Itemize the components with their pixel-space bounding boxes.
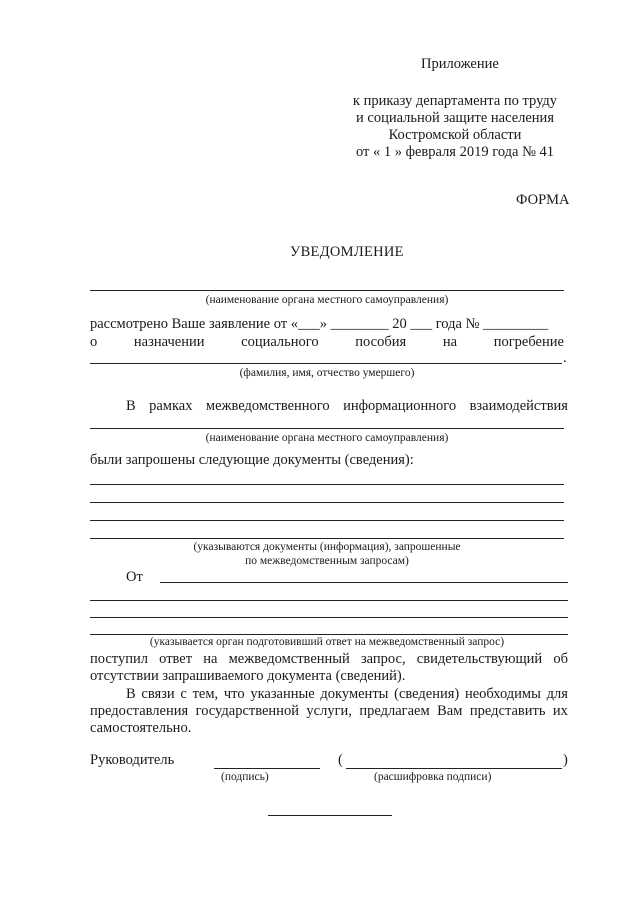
response-line-2: отсутствии запрашиваемого документа (сведений). xyxy=(90,668,406,684)
document-title: УВЕДОМЛЕНИЕ xyxy=(290,244,404,260)
decoding-line xyxy=(346,768,562,769)
proposal-line-3: самостоятельно. xyxy=(90,720,192,736)
caption-organ-3: (указывается орган подготовивший ответ на межведомственный запрос) xyxy=(149,636,505,648)
proposal-word: тем, xyxy=(192,686,219,702)
caption-organ-1: (наименование органа местного самоуправления) xyxy=(205,294,449,306)
purpose-word: социального xyxy=(241,334,319,350)
blank-line-from-2 xyxy=(90,600,568,601)
blank-line-from xyxy=(160,582,568,583)
proposal-word: связи xyxy=(141,686,175,702)
caption-docs-2: по межведомственным запросам) xyxy=(245,555,409,567)
proposal-word: для xyxy=(546,686,568,702)
proposal-word: государственной xyxy=(195,703,299,719)
framework-word: межведомственного xyxy=(205,398,330,414)
framework-line xyxy=(126,398,568,415)
caption-docs-1: (указываются документы (информация), запрошенные xyxy=(193,541,461,553)
purpose-word: погребение xyxy=(493,334,564,350)
blank-line-from-3 xyxy=(90,617,568,618)
head-label: Руководитель xyxy=(90,752,175,768)
response-line-1 xyxy=(90,651,568,668)
purpose-line xyxy=(90,334,564,351)
order-line-1: к приказу департамента по труду xyxy=(352,93,558,109)
caption-organ-2: (наименование органа местного самоуправления) xyxy=(205,432,449,444)
blank-line-from-4 xyxy=(90,634,568,635)
signature-line xyxy=(214,768,320,769)
response-word: ответ xyxy=(159,651,193,667)
proposal-line-2 xyxy=(90,703,568,720)
response-word: на xyxy=(203,651,218,667)
form-label: ФОРМА xyxy=(516,192,570,208)
proposal-word: услуги, xyxy=(306,703,352,719)
close-paren: ) xyxy=(563,752,568,768)
proposal-word: указанные xyxy=(250,686,315,702)
purpose-word: пособия xyxy=(355,334,407,350)
proposal-word: представить xyxy=(469,703,546,719)
proposal-word: с xyxy=(180,686,187,702)
blank-line-organ-1 xyxy=(90,290,564,291)
framework-word: рамках xyxy=(149,398,193,414)
blank-line-deceased xyxy=(90,363,562,364)
response-word: межведомственный xyxy=(228,651,350,667)
response-word: свидетельствующий xyxy=(416,651,543,667)
response-word: поступил xyxy=(90,651,148,667)
proposal-word: их xyxy=(552,703,568,719)
order-line-3: Костромской области xyxy=(388,127,522,143)
order-line-2: и социальной защите населения xyxy=(356,110,554,126)
caption-signature: (подпись) xyxy=(221,771,269,783)
open-paren: ( xyxy=(338,752,343,768)
proposal-word: необходимы xyxy=(464,686,541,702)
proposal-word: (сведения) xyxy=(394,686,460,702)
framework-word: В xyxy=(126,398,136,414)
requested-line: были запрошены следующие документы (сведения): xyxy=(90,452,414,468)
appendix-label: Приложение xyxy=(421,56,499,72)
proposal-word: В xyxy=(126,686,136,702)
purpose-word: о xyxy=(90,334,98,350)
blank-line-organ-2 xyxy=(90,428,564,429)
blank-line-doc-2 xyxy=(90,502,564,503)
considered-line: рассмотрено Ваше заявление от «___» ________ 20 ___ года № _________ xyxy=(90,316,549,332)
proposal-word: предлагаем xyxy=(359,703,430,719)
response-word: об xyxy=(553,651,568,667)
proposal-line-1 xyxy=(126,686,568,703)
purpose-word: назначении xyxy=(133,334,205,350)
period-mark: . xyxy=(563,350,567,366)
proposal-word: предоставления xyxy=(90,703,189,719)
caption-deceased: (фамилия, имя, отчество умершего) xyxy=(239,367,415,379)
response-word: запрос, xyxy=(360,651,406,667)
from-label: От xyxy=(126,569,143,585)
framework-word: информационного xyxy=(343,398,457,414)
proposal-word: что xyxy=(223,686,245,702)
framework-word: взаимодействия xyxy=(469,398,568,414)
proposal-word: документы xyxy=(320,686,389,702)
end-separator-line xyxy=(268,815,392,816)
proposal-word: Вам xyxy=(437,703,463,719)
order-line-4: от « 1 » февраля 2019 года № 41 xyxy=(355,144,555,160)
blank-line-doc-4 xyxy=(90,538,564,539)
blank-line-doc-3 xyxy=(90,520,564,521)
purpose-word: на xyxy=(442,334,458,350)
blank-line-doc-1 xyxy=(90,484,564,485)
caption-decoding: (расшифровка подписи) xyxy=(374,771,492,783)
